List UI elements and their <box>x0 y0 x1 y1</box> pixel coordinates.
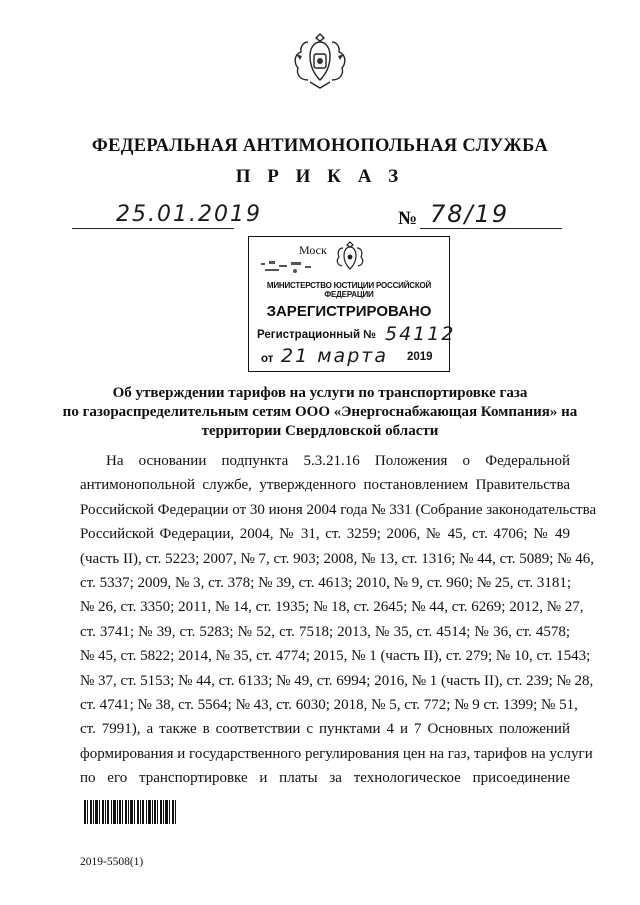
order-date-handwritten: 25.01.2019 <box>116 202 262 227</box>
order-body <box>80 449 597 790</box>
body-line: формирования и государственного регулирования цен на газ, тарифов на услуги <box>80 745 593 762</box>
body-line: ст. 5337; 2009, № 3, ст. 378; № 39, ст. 4613; 2010, № 9, ст. 960; № 25, ст. 3181; <box>80 574 572 591</box>
body-line: антимонопольной службе, утвержденного постановлением Правительства <box>80 477 570 494</box>
body-line: ст. 3741; № 39, ст. 5283; № 52, ст. 7518; 2013, № 35, ст. 4514; № 36, ст. 4578; <box>80 623 570 640</box>
body-line: (часть II), ст. 5223; 2007, № 7, ст. 903; 2008, № 13, ст. 1316; № 44, ст. 5089; № 46, <box>80 550 594 567</box>
order-number-label: № <box>398 208 418 229</box>
document-code: 2019-5508(1) <box>80 856 144 868</box>
subject-line: территории Свердловской области <box>201 423 439 439</box>
coat-of-arms-icon <box>288 28 352 92</box>
stamp-ministry: МИНИСТЕРСТВО ЮСТИЦИИ РОССИЙСКОЙ ФЕДЕРАЦИИ <box>266 281 432 299</box>
order-title: П Р И К А З <box>235 166 405 187</box>
body-line: Российской Федерации от 30 июня 2004 года № 331 (Собрание законодательства <box>80 501 597 518</box>
order-number-line <box>420 198 562 229</box>
body-line: № 26, ст. 3350; 2011, № 14, ст. 1935; № 18, ст. 2645; № 44, ст. 6269; 2012, № 27, <box>80 599 584 616</box>
body-line: ст. 7991), а также в соответствии с пунктами 4 и 7 Основных положений <box>80 721 570 738</box>
stamp-smear <box>259 257 319 275</box>
body-line: На основании подпункта 5.3.21.16 Положения о Федеральной <box>106 453 570 469</box>
stamp-registered: ЗАРЕГИСТРИРОВАНО <box>266 303 432 320</box>
body-line: № 45, ст. 5822; 2014, № 35, ст. 4774; 2015, № 1 (часть II), ст. 279; № 10, ст. 1543; <box>80 648 591 665</box>
stamp-date-prefix: от <box>261 353 274 365</box>
order-date-line <box>72 198 262 229</box>
order-subject <box>60 384 580 441</box>
body-line: ст. 4741; № 38, ст. 5564; № 43, ст. 6030; 2018, № 5, ст. 772; № 9 ст. 1399; № 51, <box>80 696 578 713</box>
order-number-handwritten: 78/19 <box>430 200 510 228</box>
stamp-date-year: 2019 <box>407 351 433 363</box>
stamp-coat-of-arms-icon <box>333 239 367 273</box>
stamp-date-value: 21 марта <box>281 345 388 367</box>
body-line: по его транспортировке и платы за технологическое присоединение <box>80 770 570 787</box>
subject-line: по газораспределительным сетям ООО «Энергоснабжающая Компания» на <box>62 404 578 420</box>
body-line: Российской Федерации, 2004, № 31, ст. 3259; 2006, № 45, ст. 4706; № 49 <box>80 526 570 543</box>
stamp-reg-number-value: 54112 <box>385 323 456 345</box>
subject-line: Об утверждении тарифов на услуги по транспортировке газа <box>112 385 528 401</box>
stamp-reg-number-label: Регистрационный № <box>257 329 377 341</box>
barcode-icon <box>84 800 176 824</box>
stamp-city-fragment: Моск <box>299 243 327 257</box>
body-line: № 37, ст. 5153; № 44, ст. 6133; № 49, ст. 6994; 2016, № 1 (часть II), ст. 239; № 28, <box>80 672 594 689</box>
registration-stamp <box>248 236 456 372</box>
agency-name: ФЕДЕРАЛЬНАЯ АНТИМОНОПОЛЬНАЯ СЛУЖБА <box>91 136 549 156</box>
